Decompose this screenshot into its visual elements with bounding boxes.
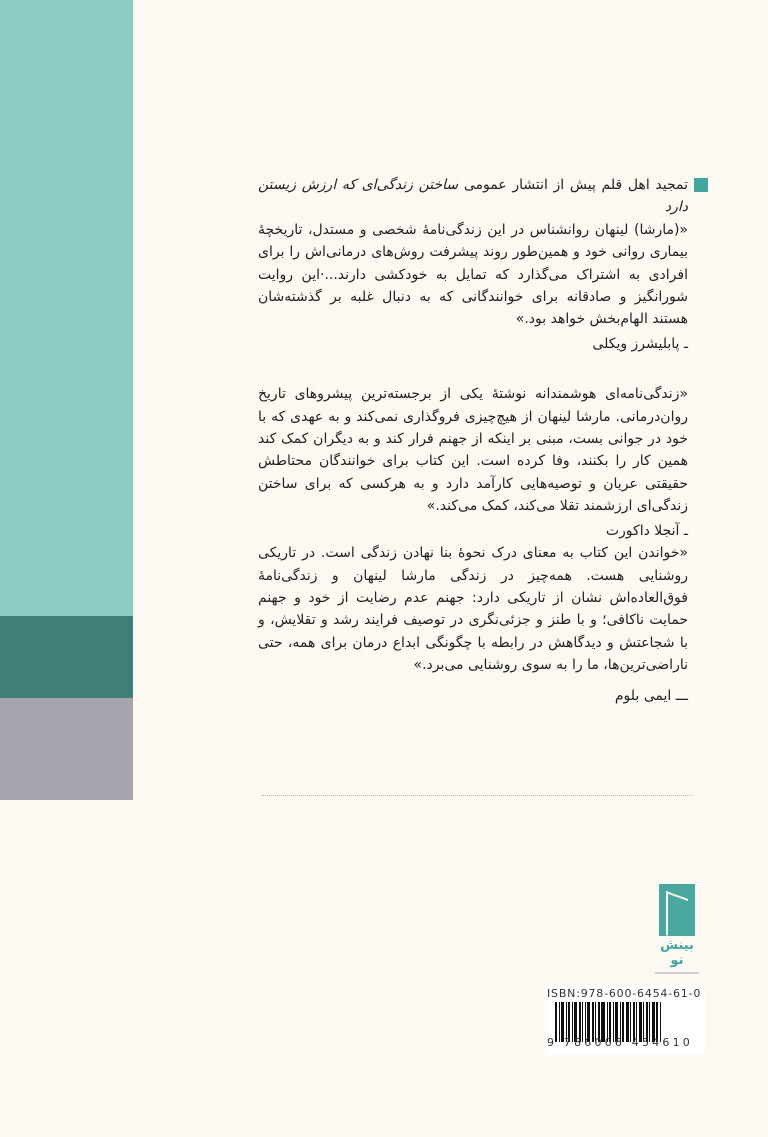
blurb-attribution-2: ـ آنجلا داکورت xyxy=(605,522,688,539)
isbn-label: ISBN:978-600-6454-61-0 xyxy=(547,987,702,1000)
isbn-barcode xyxy=(545,985,705,1055)
blurb-quote-3: «خواندن این کتاب به معنای درک نحوهٔ بنا نهادن زندگی است. در تاریکی روشنایی هست. همه‌چیز در زندگی مارشا لینهان و زندگی‌نامهٔ فوق‌العاده‌اش نشان از تاریکی دارد: جهنم عدم رضایت از خود و جهنم حمایت ناکافی؛ و با طنز و جزئی‌نگری در توصیف فرایند رشد و تقلایش، و با شجاعتش و دیدگاهش در رابطه با چگونگی ابداع درمان برای همه، حتی ناراضی‌ترین‌ها، ما را به سوی روشنایی می‌برد.» xyxy=(258,545,688,674)
publisher-logo xyxy=(652,884,702,974)
blurb-quote-1: «(مارشا) لینهان روانشناس در این زندگی‌نامهٔ شخصی و مستدل، تاریخچهٔ بیماری روانی خود و همین‌طور روند پیشرفت روش‌های درمانی‌اش را برای افرادی به اشتراک می‌گذارد که تمایل به خودکشی دارند...·این روایت شورانگیز و صادقانه برای خوانندگانی که به دنبال غلبه بر گذشته‌شان هستند الهام‌بخش خواهد بود.» xyxy=(258,221,688,328)
publisher-tagline xyxy=(655,972,699,974)
square-bullet-icon xyxy=(694,178,708,192)
cover-band-teal xyxy=(0,0,133,616)
cover-band-dark-teal xyxy=(0,616,133,698)
heading-prefix: تمجید اهل قلم پیش از انتشار عمومی xyxy=(463,177,688,193)
open-book-icon xyxy=(659,884,695,936)
dotted-divider xyxy=(262,795,692,796)
blurb-quote-2: «زندگی‌نامه‌ای هوشمندانه نوشتهٔ یکی از برجسته‌ترین پیشروهای تاریخ روان‌درمانی. مارشا لینهان از هیچ‌چیزی فروگذاری نمی‌کند و به عهدی که با خود در جوانی بست، مبنی بر اینکه از جهنم فرار کند و به دیگران کمک کند همین کار را بکنند، وفا کرده است. این کتاب برای خوانندگان محتاطش حقیقتی عریان و توصیه‌هایی کارآمد دارد و به هرکسی که برای ساختن زندگی‌ای ارزشمند تقلا می‌کند، کمک می‌کند.» xyxy=(258,386,688,515)
publisher-name: بینش نو xyxy=(660,938,694,968)
blurbs-section xyxy=(258,174,688,707)
cover-band-gray xyxy=(0,698,133,800)
blurb-attribution-1: ـ پابلیشرز ویکلی xyxy=(592,335,688,352)
book-title: ساختن زندگی‌ای که ارزش زیستن دارد xyxy=(258,177,688,216)
blurb-attribution-3: ـــ ایمی بلوم xyxy=(614,687,688,704)
praise-heading xyxy=(258,174,688,219)
barcode-digits: 9 786006 454610 xyxy=(547,1036,693,1049)
